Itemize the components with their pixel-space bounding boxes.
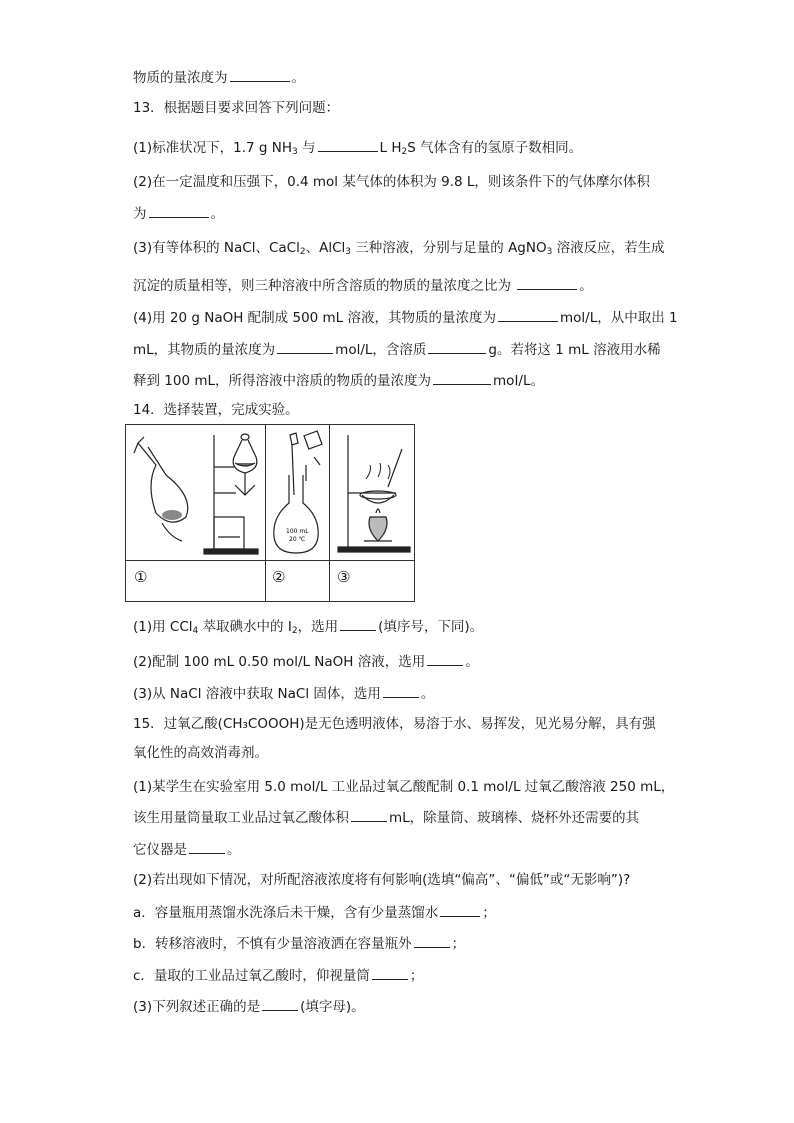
label-apparatus-2: ② <box>272 568 286 586</box>
q14-part1: (1)用 CCl$_4$ 萃取碘水中的 $I_2$，选用 (填序号，下同)。 <box>133 615 483 641</box>
q15-part1-line3: 它仪器是 。 <box>133 838 241 860</box>
apparatus-figure <box>125 424 415 602</box>
question-15-line2: 氧化性的高效消毒剂。 <box>133 745 268 761</box>
q14-part2: (2)配制 100 mL 0.50 mol/L NaOH 溶液，选用 。 <box>133 650 479 672</box>
answer-blank[interactable] <box>427 650 463 666</box>
q15-part2-intro: (2)若出现如下情况，对所配溶液浓度将有何影响(选填“偏高”、“偏低”或“无影响”)? <box>133 872 631 888</box>
iron-stand-funnel-icon <box>204 434 258 554</box>
apparatus-drawings <box>126 425 414 559</box>
label-apparatus-3: ③ <box>337 568 351 586</box>
q15-part1-line1: (1)某学生在实验室用 5.0 mol/L 工业品过氧乙酸配制 0.1 mol/L 过氧乙酸溶液 250 mL， <box>133 779 675 795</box>
answer-blank[interactable] <box>498 306 558 322</box>
answer-blank[interactable] <box>277 338 333 354</box>
q13-part4-line3: 释到 100 mL，所得溶液中溶质的物质的量浓度为 moI/L。 <box>133 369 544 391</box>
q15-part2-a: a．容量瓶用蒸馏水洗涤后未干燥，含有少量蒸馏水 ； <box>133 901 496 923</box>
q13-part1: (1)标准状况下，1.7 g $NH_3$ 与 L $H_2S$ 气体含有的氢原子数相同。 <box>133 136 582 162</box>
q15-part1-line2: 该生用量筒量取工业品过氧乙酸体积 mL，除量筒、玻璃棒、烧杯外还需要的其 <box>133 806 639 828</box>
answer-blank[interactable] <box>440 901 480 917</box>
answer-blank[interactable] <box>433 369 491 385</box>
flask-temp-label: 20 ℃ <box>289 536 306 543</box>
q15-part2-b: b．转移溶液时，不慎有少量溶液洒在容量瓶外 ； <box>133 932 465 954</box>
q13-part3-line2: 沉淀的质量相等，则三种溶液中所含溶质的物质的量浓度之比为 。 <box>133 274 593 296</box>
separatory-funnel-shaking-icon <box>134 437 188 541</box>
label-apparatus-1: ① <box>134 568 148 586</box>
evaporation-apparatus-icon <box>338 435 410 552</box>
line-concentration-tail: 物质的量浓度为 。 <box>133 66 305 88</box>
figure-divider <box>126 560 414 561</box>
answer-blank[interactable] <box>318 136 378 152</box>
answer-blank[interactable] <box>372 964 408 980</box>
question-13-title: 13．根据题目要求回答下列问题： <box>133 100 340 116</box>
q13-part4-line2: mL，其物质的量浓度为 mol/L，含溶质 g。若将这 1 mL 溶液用水稀 <box>133 338 661 360</box>
q15-part3: (3)下列叙述正确的是 (填字母)。 <box>133 995 365 1017</box>
question-15-line1: 15．过氧乙酸(CH₃COOOH)是无色透明液体，易溶于水、易挥发，见光易分解，具有强 <box>133 716 656 732</box>
answer-blank[interactable] <box>383 682 419 698</box>
q13-part4-line1: (4)用 20 g NaOH 配制成 500 mL 溶液，其物质的量浓度为 mol/L，从中取出 1 <box>133 306 678 328</box>
q14-part3: (3)从 NaCl 溶液中获取 NaCl 固体，选用 。 <box>133 682 434 704</box>
answer-blank[interactable] <box>340 615 376 631</box>
q13-part2-line1: (2)在一定温度和压强下，0.4 mol 某气体的体积为 9.8 L，则该条件下的气体摩尔体积 <box>133 174 650 190</box>
answer-blank[interactable] <box>517 274 577 290</box>
q13-part3-line1: (3)有等体积的 NaCl、CaCl$_2$、AlCl$_3$ 三种溶液，分别与足量的 AgNO$_3$ 溶液反应，若生成 <box>133 240 665 257</box>
answer-blank[interactable] <box>230 66 290 82</box>
answer-blank[interactable] <box>189 838 225 854</box>
answer-blank[interactable] <box>149 202 209 218</box>
answer-blank[interactable] <box>428 338 486 354</box>
question-14-title: 14．选择装置，完成实验。 <box>133 402 299 418</box>
answer-blank[interactable] <box>414 932 450 948</box>
q13-part2-line2: 为 。 <box>133 202 224 224</box>
flask-volume-label: 100 mL <box>286 528 309 535</box>
answer-blank[interactable] <box>351 806 387 822</box>
q15-part2-c: c．量取的工业品过氧乙酸时，仰视量筒 ； <box>133 964 423 986</box>
answer-blank[interactable] <box>262 995 298 1011</box>
